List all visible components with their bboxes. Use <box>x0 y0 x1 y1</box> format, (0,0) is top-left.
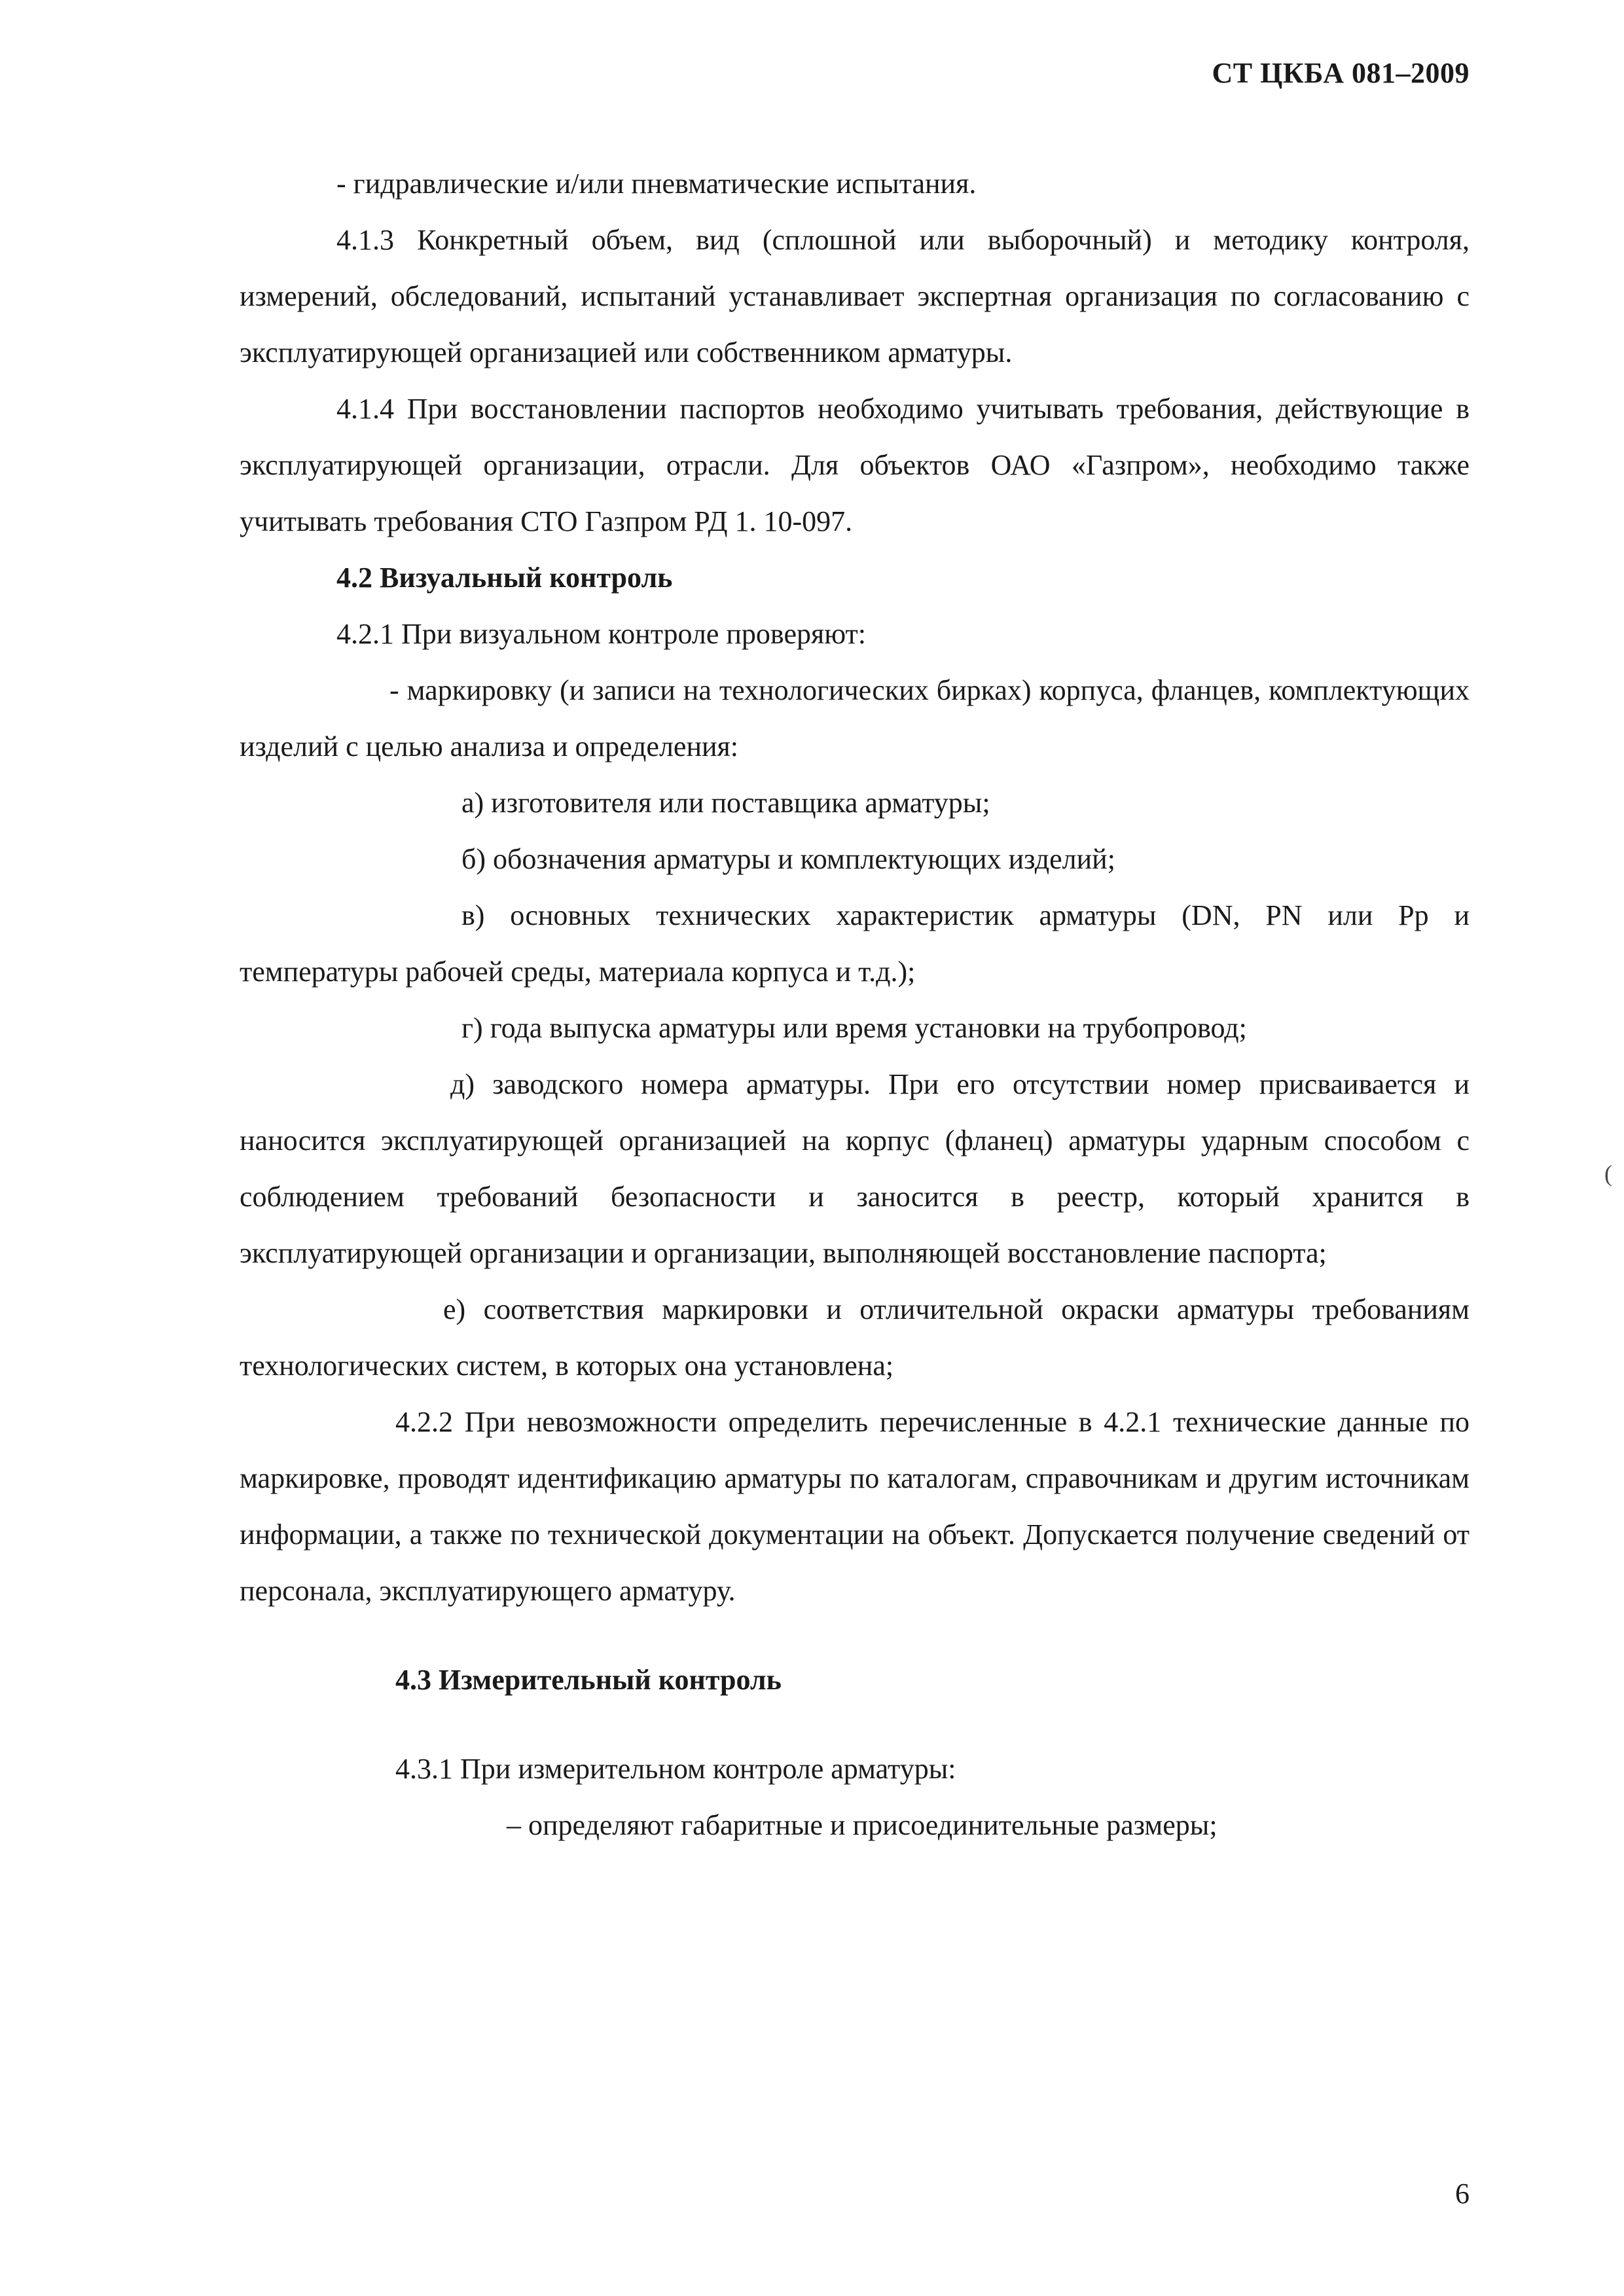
page-number: 6 <box>1455 2178 1470 2210</box>
paragraph-4-2-2: 4.2.2 При невозможности определить перечисленные в 4.2.1 технические данные по маркировке, проводят идентификацию арматуры по каталогам, справочникам и другим источникам информации, а также по технической документации на объект. Допускается получение сведений от персонала, эксплуатирующего арматуру. <box>240 1406 1470 1607</box>
paragraph-marking: - маркировку (и записи на технологических бирках) корпуса, фланцев, комплектующих изделий с целью анализа и определения: <box>240 674 1470 762</box>
paragraph-hydraulic-tests: - гидравлические и/или пневматические испытания. <box>336 168 977 200</box>
paragraph-4-2-1: 4.2.1 При визуальном контроле проверяют: <box>336 618 866 650</box>
paragraph-4-1-4: 4.1.4 При восстановлении паспортов необходимо учитывать требования, действующие в эксплуатирующей организации, отрасли. Для объектов ОАО «Газпром», необходимо также учитывать требования СТО Газпром РД 1. 10-097. <box>240 393 1470 537</box>
list-item-g: г) года выпуска арматуры или время установки на трубопровод; <box>461 1012 1247 1044</box>
section-spacer <box>240 1708 1470 1741</box>
list-item-b: б) обозначения арматуры и комплектующих изделий; <box>461 843 1115 875</box>
margin-mark: ( <box>1604 1160 1612 1187</box>
list-item-d: д) заводского номера арматуры. При его отсутствии номер присваивается и наносится эксплуатирующей организацией на корпус (фланец) арматуры ударным способом с соблюдением требований безопасности и заносится в реестр, который хранится в эксплуатирующей организации и организации, выполняющей восстановление паспорта; <box>240 1068 1470 1269</box>
paragraph-4-3-1: 4.3.1 При измерительном контроле арматуры: <box>395 1753 956 1785</box>
list-item-a: а) изготовителя или поставщика арматуры; <box>461 787 990 819</box>
section-spacer <box>240 1619 1470 1652</box>
document-id-header: СТ ЦКБА 081–2009 <box>1212 57 1470 89</box>
section-heading-4-2: 4.2 Визуальный контроль <box>336 562 673 594</box>
list-item-e: е) соответствия маркировки и отличительной окраски арматуры требованиям технологических систем, в которых она установлена; <box>240 1293 1470 1382</box>
list-item-dimensions: – определяют габаритные и присоединительные размеры; <box>507 1809 1218 1841</box>
paragraph-4-1-3: 4.1.3 Конкретный объем, вид (сплошной или выборочный) и методику контроля, измерений, обследований, испытаний устанавливает экспертная организация по согласованию с эксплуатирующей организацией или собственником арматуры. <box>240 224 1470 368</box>
document-body <box>240 156 1470 1854</box>
section-heading-4-3: 4.3 Измерительный контроль <box>395 1664 782 1696</box>
list-item-v: в) основных технических характеристик арматуры (DN, PN или Рр и температуры рабочей среды, материала корпуса и т.д.); <box>240 899 1470 988</box>
